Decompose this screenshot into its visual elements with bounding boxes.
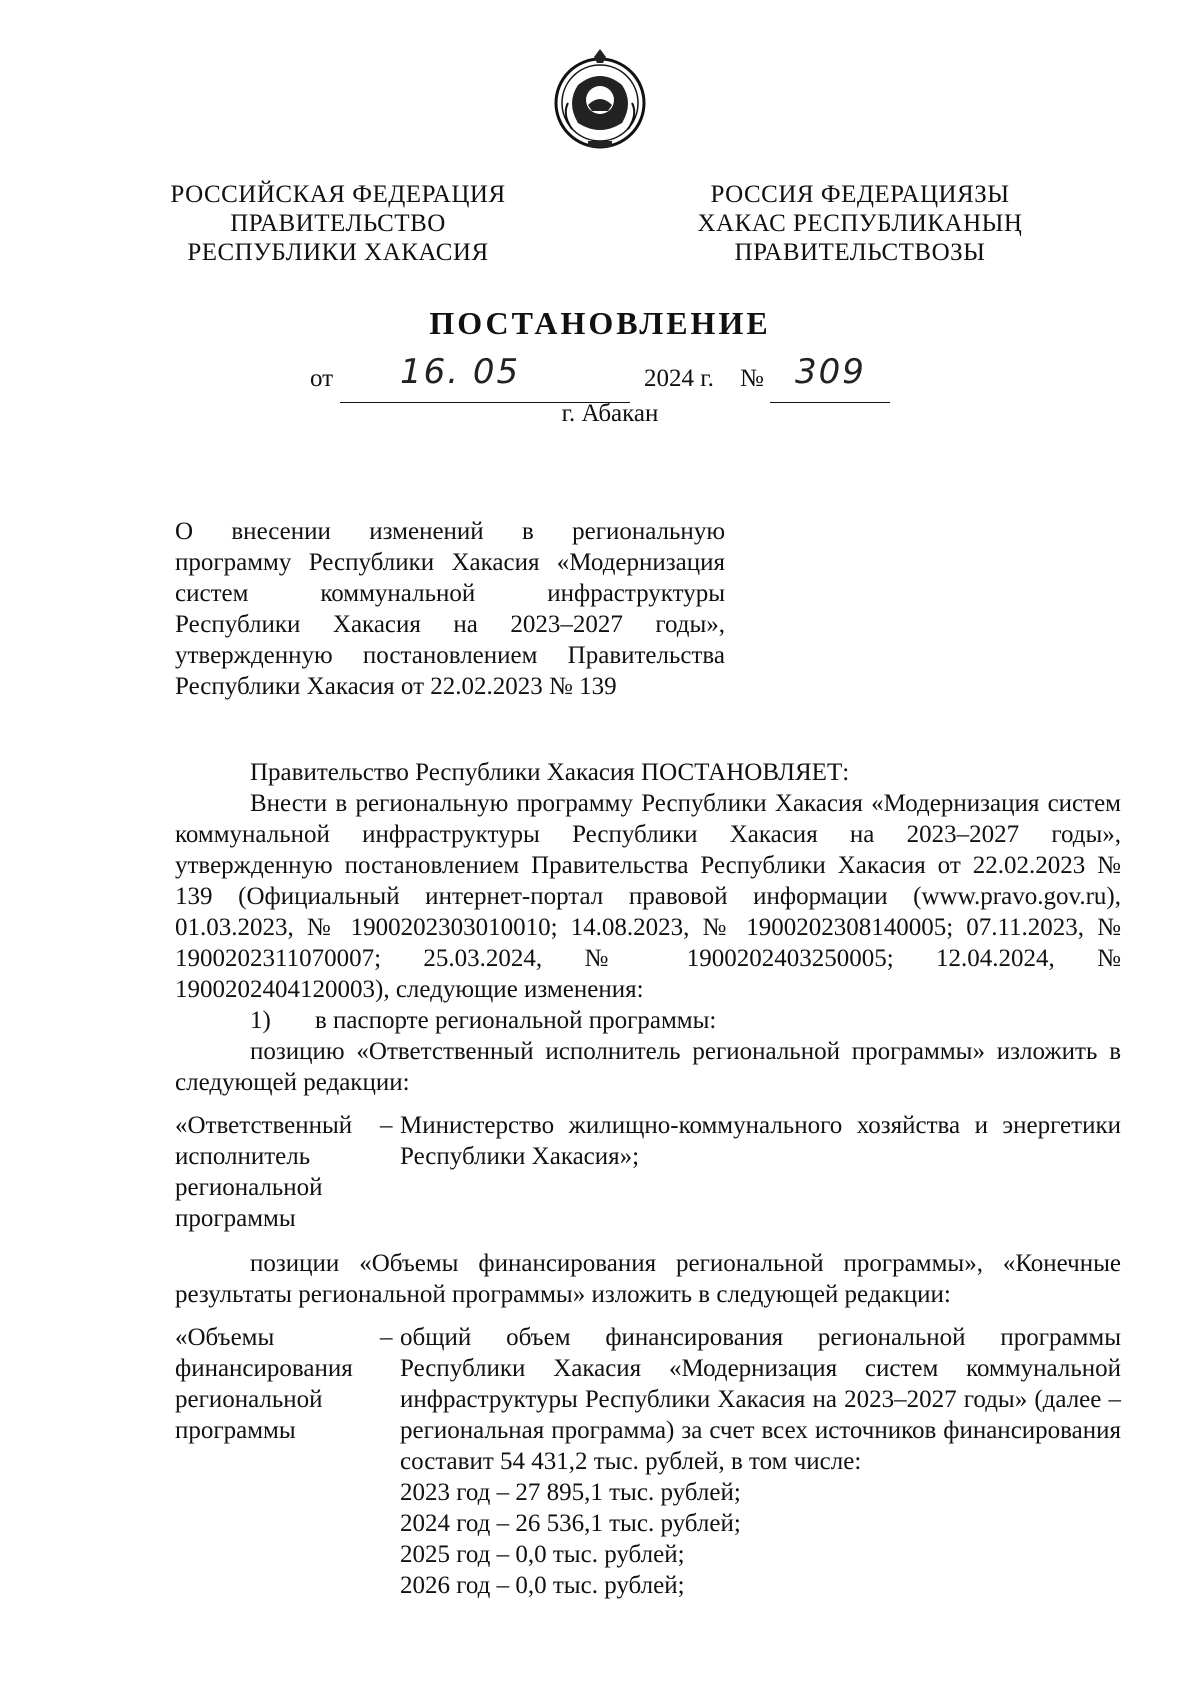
- header-left-line: ПРАВИТЕЛЬСТВО: [230, 210, 446, 237]
- financing-year-line: 2025 год – 0,0 тыс. рублей;: [400, 1541, 685, 1568]
- header-right-line: ХАКАС РЕСПУБЛИКАНЫҢ: [697, 210, 1023, 237]
- header-right-khakas: [690, 180, 1030, 267]
- item-1-text: в паспорте региональной программы:: [315, 1007, 717, 1034]
- position-1-dash: –: [380, 1112, 393, 1139]
- position-2-row: [175, 1322, 1121, 1601]
- header-right-line: ПРАВИТЕЛЬСТВОЗЫ: [734, 239, 986, 266]
- item-1: [175, 1005, 1121, 1036]
- position-1-intro: позицию «Ответственный исполнитель региональной программы» изложить в следующей редакции:: [175, 1038, 1121, 1096]
- subject-line: О внесении изменений в региональную: [175, 518, 725, 545]
- date-from-label: от: [310, 365, 334, 392]
- header-right-line: РОССИЯ ФЕДЕРАЦИЯЗЫ: [710, 181, 1010, 208]
- document-subject: [175, 516, 725, 702]
- header-left-line: РЕСПУБЛИКИ ХАКАСИЯ: [187, 239, 489, 266]
- resolves-paragraph: Правительство Республики Хакасия ПОСТАНОВЛЯЕТ:: [250, 759, 850, 786]
- position-2-label: «Объемы финансирования региональной программы: [175, 1324, 353, 1444]
- subject-line: систем коммунальной инфраструктуры: [175, 580, 725, 607]
- position-1-label: «Ответственный исполнитель региональной программы: [175, 1112, 353, 1232]
- financing-year-line: 2024 год – 26 536,1 тыс. рублей;: [400, 1510, 741, 1537]
- handwritten-number: 309: [795, 352, 866, 392]
- position-1-row: [175, 1110, 1121, 1234]
- number-sign: №: [740, 365, 764, 392]
- subject-line: программу Республики Хакасия «Модернизация: [175, 549, 725, 576]
- subject-line: Республики Хакасия от 22.02.2023 № 139: [175, 673, 617, 700]
- header-left-line: РОССИЙСКАЯ ФЕДЕРАЦИЯ: [170, 181, 506, 208]
- handwritten-date: 16. 05: [400, 352, 521, 392]
- city-label: г. Абакан: [561, 400, 659, 427]
- document-title: ПОСТАНОВЛЕНИЕ: [429, 305, 771, 341]
- position-2-dash: –: [380, 1324, 393, 1351]
- position-1-text: Министерство жилищно-коммунального хозяйства и энергетики Республики Хакасия»;: [400, 1112, 1121, 1170]
- position-2-text: общий объем финансирования региональной программы Республики Хакасия «Модернизация систем коммунальной инфраструктуры Республики Хакасия на 2023–2027 годы» (далее – региональная программа) за счет всех источников финансирования составит 54 431,2 тыс. рублей, в том числе:: [400, 1324, 1121, 1475]
- subject-line: утвержденную постановлением Правительства: [175, 642, 725, 669]
- header-left-russian: [168, 180, 508, 267]
- position-2-content: [400, 1322, 1121, 1601]
- subject-line: Республики Хакасия на 2023–2027 годы»,: [175, 611, 725, 638]
- intro-paragraph: Внести в региональную программу Республики Хакасия «Модернизация систем коммунальной инфраструктуры Республики Хакасия на 2023–2027 годы», утвержденную постановлением Правительства Республики Хакасия от 22.02.2023 № 139 (Официальный интернет-портал правовой информации (www.pravo.gov.ru), 01.03.2023, № 1900202303010010; 14.08.2023, № 1900202308140005; 07.11.2023, № 1900202311070007; 25.03.2024, № 1900202403250005; 12.04.2024, № 1900202404120003), следующие изменения:: [175, 790, 1121, 1003]
- position-2-intro: позиции «Объемы финансирования региональной программы», «Конечные результаты региональной программы» изложить в следующей редакции:: [175, 1250, 1121, 1308]
- document-body: [175, 757, 1121, 1601]
- coat-of-arms-khakassia-icon: [548, 45, 652, 155]
- year-label: 2024 г.: [644, 365, 714, 392]
- financing-year-line: 2023 год – 27 895,1 тыс. рублей;: [400, 1479, 741, 1506]
- item-1-number: 1): [250, 1007, 271, 1034]
- spacer: [175, 1234, 1121, 1248]
- financing-year-line: 2026 год – 0,0 тыс. рублей;: [400, 1572, 685, 1599]
